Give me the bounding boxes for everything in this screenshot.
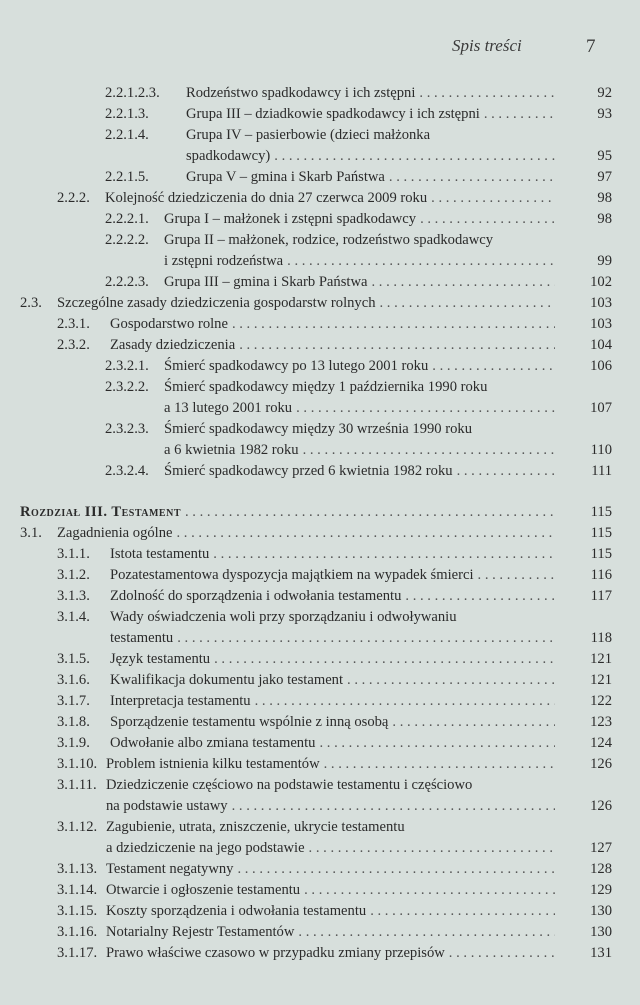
toc-number: 3.1.14. (57, 882, 98, 898)
toc-line (0, 272, 640, 293)
toc-page-number: 111 (591, 463, 612, 479)
toc-entry[interactable] (0, 104, 640, 125)
toc-title-wrap (110, 712, 555, 733)
toc-line (0, 838, 640, 859)
toc-title: Grupa IV – pasierbowie (dzieci małżonka (186, 127, 431, 143)
toc-title-wrap (110, 628, 555, 649)
dot-leader (298, 922, 555, 943)
toc-entry[interactable] (0, 691, 640, 712)
toc-page-number: 126 (590, 798, 612, 814)
toc-page-number: 92 (597, 85, 612, 101)
toc-entry[interactable] (0, 230, 640, 272)
dot-leader (296, 398, 555, 419)
toc-number: 3.1.17. (57, 945, 98, 961)
toc-entry[interactable] (0, 733, 640, 754)
toc-number: 2.2.1.2.3. (105, 85, 160, 101)
toc-entry[interactable] (0, 943, 640, 964)
toc-title: Gospodarstwo rolne (110, 316, 228, 332)
dot-leader (380, 293, 556, 314)
dot-leader (392, 712, 555, 733)
toc-entry[interactable] (0, 356, 640, 377)
toc-page-number: 93 (597, 106, 612, 122)
toc-title-wrap (106, 817, 555, 838)
toc-title-wrap (110, 586, 555, 607)
toc-number: 2.3.2. (57, 337, 90, 353)
toc-page-number: 115 (590, 546, 612, 562)
toc-line (0, 943, 640, 964)
toc-title: Grupa III – dziadkowie spadkodawcy i ich zstępni (186, 106, 480, 122)
toc-line (0, 293, 640, 314)
toc-number: 3.1.13. (57, 861, 98, 877)
dot-leader (232, 314, 555, 335)
toc-title: Rodzeństwo spadkodawcy i ich zstępni (186, 85, 416, 101)
toc-number: 3.1.6. (57, 672, 90, 688)
toc-entry[interactable] (0, 125, 640, 167)
toc-entry[interactable] (0, 649, 640, 670)
toc-line (0, 377, 640, 398)
toc-page-number: 131 (590, 945, 612, 961)
toc-page-number: 126 (590, 756, 612, 772)
toc-line (0, 125, 640, 146)
toc-line (0, 83, 640, 104)
toc-title-wrap (106, 859, 555, 880)
toc-title: testamentu (110, 630, 174, 646)
toc-title-wrap (164, 272, 555, 293)
toc-number: 2.2.2.3. (105, 274, 149, 290)
toc-number: 3.1. (20, 525, 42, 541)
toc-entry[interactable] (0, 167, 640, 188)
toc-title-wrap (164, 440, 555, 461)
toc-title: Grupa V – gmina i Skarb Państwa (186, 169, 385, 185)
dot-leader (389, 167, 555, 188)
toc-line (0, 104, 640, 125)
toc-title-wrap (57, 293, 555, 314)
toc-line (0, 314, 640, 335)
toc-title-wrap (57, 523, 555, 544)
table-of-contents (0, 83, 640, 964)
toc-line (0, 649, 640, 670)
toc-page-number: 123 (590, 714, 612, 730)
toc-number: 3.1.3. (57, 588, 90, 604)
toc-title: Zagadnienia ogólne (57, 525, 173, 541)
dot-leader (232, 796, 555, 817)
toc-number: 3.1.9. (57, 735, 90, 751)
dot-leader (420, 209, 555, 230)
dot-leader (347, 670, 555, 691)
toc-title: Szczególne zasady dziedziczenia gospodarstw rolnych (57, 295, 376, 311)
dot-leader (177, 628, 555, 649)
toc-page-number: 103 (590, 295, 612, 311)
toc-title-wrap (186, 125, 555, 146)
toc-line (0, 461, 640, 482)
dot-leader (419, 83, 555, 104)
toc-title-wrap (164, 209, 555, 230)
page-number: 7 (586, 36, 596, 57)
toc-entry[interactable] (0, 607, 640, 649)
toc-line (0, 356, 640, 377)
toc-entry[interactable] (0, 314, 640, 335)
toc-line (0, 251, 640, 272)
dot-leader (405, 586, 555, 607)
toc-title-wrap (106, 754, 555, 775)
toc-number: 2.3.2.4. (105, 463, 149, 479)
toc-entry[interactable] (0, 293, 640, 314)
toc-line (0, 565, 640, 586)
toc-line (0, 922, 640, 943)
toc-title: Interpretacja testamentu (110, 693, 251, 709)
toc-title-wrap (110, 649, 555, 670)
dot-leader (309, 838, 555, 859)
toc-title-wrap (186, 104, 555, 125)
toc-entry[interactable] (0, 922, 640, 943)
toc-line (0, 146, 640, 167)
toc-page-number: 106 (590, 358, 612, 374)
toc-number: 2.3.2.3. (105, 421, 149, 437)
toc-page-number: 99 (597, 253, 612, 269)
toc-page-number: 124 (590, 735, 612, 751)
toc-title: i zstępni rodzeństwa (164, 253, 284, 269)
toc-title: a dziedziczenie na jego podstawie (106, 840, 305, 856)
toc-title-wrap (186, 167, 555, 188)
toc-line (0, 586, 640, 607)
toc-entry[interactable] (0, 209, 640, 230)
toc-line (0, 607, 640, 628)
toc-page-number: 110 (590, 442, 612, 458)
toc-title: spadkodawcy) (186, 148, 271, 164)
toc-title: Język testamentu (110, 651, 211, 667)
toc-title-wrap (106, 922, 555, 943)
section-gap (0, 482, 640, 502)
dot-leader (287, 251, 555, 272)
toc-title-wrap (164, 251, 555, 272)
dot-leader (457, 461, 555, 482)
toc-number: 3.1.4. (57, 609, 90, 625)
toc-line (0, 335, 640, 356)
dot-leader (304, 880, 555, 901)
toc-line (0, 419, 640, 440)
toc-number: 3.1.7. (57, 693, 90, 709)
toc-line (0, 188, 640, 209)
toc-entry[interactable] (0, 817, 640, 859)
running-head (0, 36, 640, 60)
toc-title: Sporządzenie testamentu wspólnie z inną osobą (110, 714, 389, 730)
toc-title-wrap (110, 670, 555, 691)
toc-number: 3.1.2. (57, 567, 90, 583)
toc-number: 2.3.2.1. (105, 358, 149, 374)
dot-leader (177, 523, 556, 544)
toc-page-number: 130 (590, 903, 612, 919)
toc-title-wrap (186, 146, 555, 167)
toc-title-wrap (105, 188, 555, 209)
toc-number: 2.3.2.2. (105, 379, 149, 395)
dot-leader (239, 335, 555, 356)
toc-number: 3.1.15. (57, 903, 98, 919)
toc-chapter-heading[interactable] (0, 502, 640, 523)
toc-title-wrap (110, 607, 555, 628)
toc-title: na podstawie ustawy (106, 798, 228, 814)
toc-page-number: 104 (590, 337, 612, 353)
dot-leader (185, 502, 555, 523)
toc-line (0, 733, 640, 754)
dot-leader (484, 104, 555, 125)
toc-title: Grupa I – małżonek i zstępni spadkodawcy (164, 211, 417, 227)
toc-entry[interactable] (0, 586, 640, 607)
toc-title-wrap (164, 230, 555, 251)
toc-title: Dziedziczenie częściowo na podstawie testamentu i częściowo (106, 777, 473, 793)
toc-title: Problem istnienia kilku testamentów (106, 756, 320, 772)
toc-entry[interactable] (0, 901, 640, 922)
toc-page-number: 130 (590, 924, 612, 940)
toc-page-number: 107 (590, 400, 612, 416)
toc-entry[interactable] (0, 859, 640, 880)
toc-number: 3.1.10. (57, 756, 98, 772)
toc-title: Śmierć spadkodawcy między 1 października 1990 roku (164, 379, 488, 395)
toc-title-wrap (110, 565, 555, 586)
toc-title: Zdolność do sporządzenia i odwołania testamentu (110, 588, 402, 604)
toc-page-number: 116 (590, 567, 612, 583)
toc-title: a 6 kwietnia 1982 roku (164, 442, 299, 458)
toc-line (0, 209, 640, 230)
toc-page-number: 118 (590, 630, 612, 646)
running-head-title: Spis treści (452, 36, 522, 55)
toc-title-wrap (110, 733, 555, 754)
toc-title: Śmierć spadkodawcy między 30 września 1990 roku (164, 421, 473, 437)
toc-number: 3.1.5. (57, 651, 90, 667)
toc-page-number: 127 (590, 840, 612, 856)
toc-title-wrap (110, 335, 555, 356)
toc-title-wrap (164, 377, 555, 398)
dot-leader (371, 272, 555, 293)
toc-entry[interactable] (0, 335, 640, 356)
toc-page-number: 129 (590, 882, 612, 898)
toc-title-wrap (110, 314, 555, 335)
toc-number: 2.2.2.1. (105, 211, 149, 227)
toc-page-number: 115 (590, 525, 612, 541)
toc-entry[interactable] (0, 670, 640, 691)
toc-entry[interactable] (0, 523, 640, 544)
toc-title: Grupa II – małżonek, rodzice, rodzeństwo spadkodawcy (164, 232, 494, 248)
toc-page-number: 98 (597, 190, 612, 206)
toc-line (0, 502, 640, 523)
toc-title-wrap (20, 502, 555, 523)
toc-line (0, 817, 640, 838)
toc-number: 3.1.8. (57, 714, 90, 730)
toc-title-wrap (106, 943, 555, 964)
dot-leader (432, 356, 555, 377)
toc-title-wrap (164, 419, 555, 440)
toc-title: Notarialny Rejestr Testamentów (106, 924, 295, 940)
toc-entry[interactable] (0, 83, 640, 104)
toc-title: Zasady dziedziczenia (110, 337, 236, 353)
dot-leader (478, 565, 555, 586)
toc-number: 2.2.1.5. (105, 169, 149, 185)
toc-entry[interactable] (0, 544, 640, 565)
toc-line (0, 901, 640, 922)
dot-leader (214, 649, 555, 670)
toc-title: a 13 lutego 2001 roku (164, 400, 293, 416)
toc-page-number: 95 (597, 148, 612, 164)
toc-number: 2.2.2.2. (105, 232, 149, 248)
toc-entry[interactable] (0, 565, 640, 586)
toc-page-number: 128 (590, 861, 612, 877)
toc-entry[interactable] (0, 775, 640, 817)
toc-title: Śmierć spadkodawcy przed 6 kwietnia 1982 roku (164, 463, 453, 479)
toc-entry[interactable] (0, 188, 640, 209)
toc-title-wrap (164, 461, 555, 482)
toc-line (0, 859, 640, 880)
dot-leader (237, 859, 555, 880)
toc-page-number: 97 (597, 169, 612, 185)
dot-leader (303, 440, 555, 461)
toc-title-wrap (106, 775, 555, 796)
toc-line (0, 628, 640, 649)
toc-title: Kolejność dziedziczenia do dnia 27 czerwca 2009 roku (105, 190, 428, 206)
dot-leader (213, 544, 555, 565)
toc-title: Zagubienie, utrata, zniszczenie, ukrycie testamentu (106, 819, 405, 835)
toc-page-number: 102 (590, 274, 612, 290)
toc-title: Rozdział III. Testament (20, 504, 181, 520)
toc-title: Testament negatywny (106, 861, 234, 877)
toc-number: 2.2.1.3. (105, 106, 149, 122)
toc-line (0, 775, 640, 796)
toc-entry[interactable] (0, 754, 640, 775)
toc-title: Otwarcie i ogłoszenie testamentu (106, 882, 301, 898)
toc-line (0, 440, 640, 461)
toc-number: 3.1.12. (57, 819, 98, 835)
toc-page-number: 117 (590, 588, 612, 604)
toc-title: Pozatestamentowa dyspozycja majątkiem na wypadek śmierci (110, 567, 474, 583)
dot-leader (431, 188, 555, 209)
toc-line (0, 754, 640, 775)
toc-number: 3.1.16. (57, 924, 98, 940)
toc-number: 2.3.1. (57, 316, 90, 332)
toc-line (0, 880, 640, 901)
toc-entry[interactable] (0, 880, 640, 901)
toc-line (0, 796, 640, 817)
toc-page-number: 98 (597, 211, 612, 227)
toc-page-number: 122 (590, 693, 612, 709)
toc-number: 3.1.1. (57, 546, 90, 562)
toc-page-number: 115 (590, 504, 612, 520)
toc-title-wrap (106, 796, 555, 817)
toc-entry[interactable] (0, 419, 640, 461)
dot-leader (370, 901, 555, 922)
toc-number: 3.1.11. (57, 777, 97, 793)
toc-title: Prawo właściwe czasowo w przypadku zmiany przepisów (106, 945, 445, 961)
toc-entry[interactable] (0, 272, 640, 293)
dot-leader (255, 691, 555, 712)
toc-page-number: 103 (590, 316, 612, 332)
toc-line (0, 230, 640, 251)
toc-number: 2.2.2. (57, 190, 90, 206)
toc-title: Wady oświadczenia woli przy sporządzaniu i odwoływaniu (110, 609, 457, 625)
toc-title-wrap (164, 398, 555, 419)
dot-leader (319, 733, 555, 754)
toc-page-number: 121 (590, 672, 612, 688)
toc-line (0, 523, 640, 544)
toc-page-number: 121 (590, 651, 612, 667)
toc-title-wrap (164, 356, 555, 377)
toc-title: Koszty sporządzenia i odwołania testamentu (106, 903, 367, 919)
dot-leader (449, 943, 555, 964)
dot-leader (274, 146, 555, 167)
toc-number: 2.3. (20, 295, 42, 311)
dot-leader (324, 754, 555, 775)
toc-title-wrap (186, 83, 555, 104)
toc-title: Kwalifikacja dokumentu jako testament (110, 672, 344, 688)
toc-line (0, 712, 640, 733)
toc-line (0, 691, 640, 712)
toc-title-wrap (106, 901, 555, 922)
toc-title-wrap (106, 880, 555, 901)
toc-title: Istota testamentu (110, 546, 210, 562)
toc-number: 2.2.1.4. (105, 127, 149, 143)
toc-title: Odwołanie albo zmiana testamentu (110, 735, 316, 751)
toc-entry[interactable] (0, 712, 640, 733)
toc-line (0, 167, 640, 188)
toc-title-wrap (110, 544, 555, 565)
toc-title: Grupa III – gmina i Skarb Państwa (164, 274, 368, 290)
toc-entry[interactable] (0, 461, 640, 482)
toc-title-wrap (110, 691, 555, 712)
toc-line (0, 398, 640, 419)
toc-title-wrap (106, 838, 555, 859)
toc-title: Śmierć spadkodawcy po 13 lutego 2001 roku (164, 358, 429, 374)
toc-line (0, 544, 640, 565)
toc-entry[interactable] (0, 377, 640, 419)
toc-line (0, 670, 640, 691)
